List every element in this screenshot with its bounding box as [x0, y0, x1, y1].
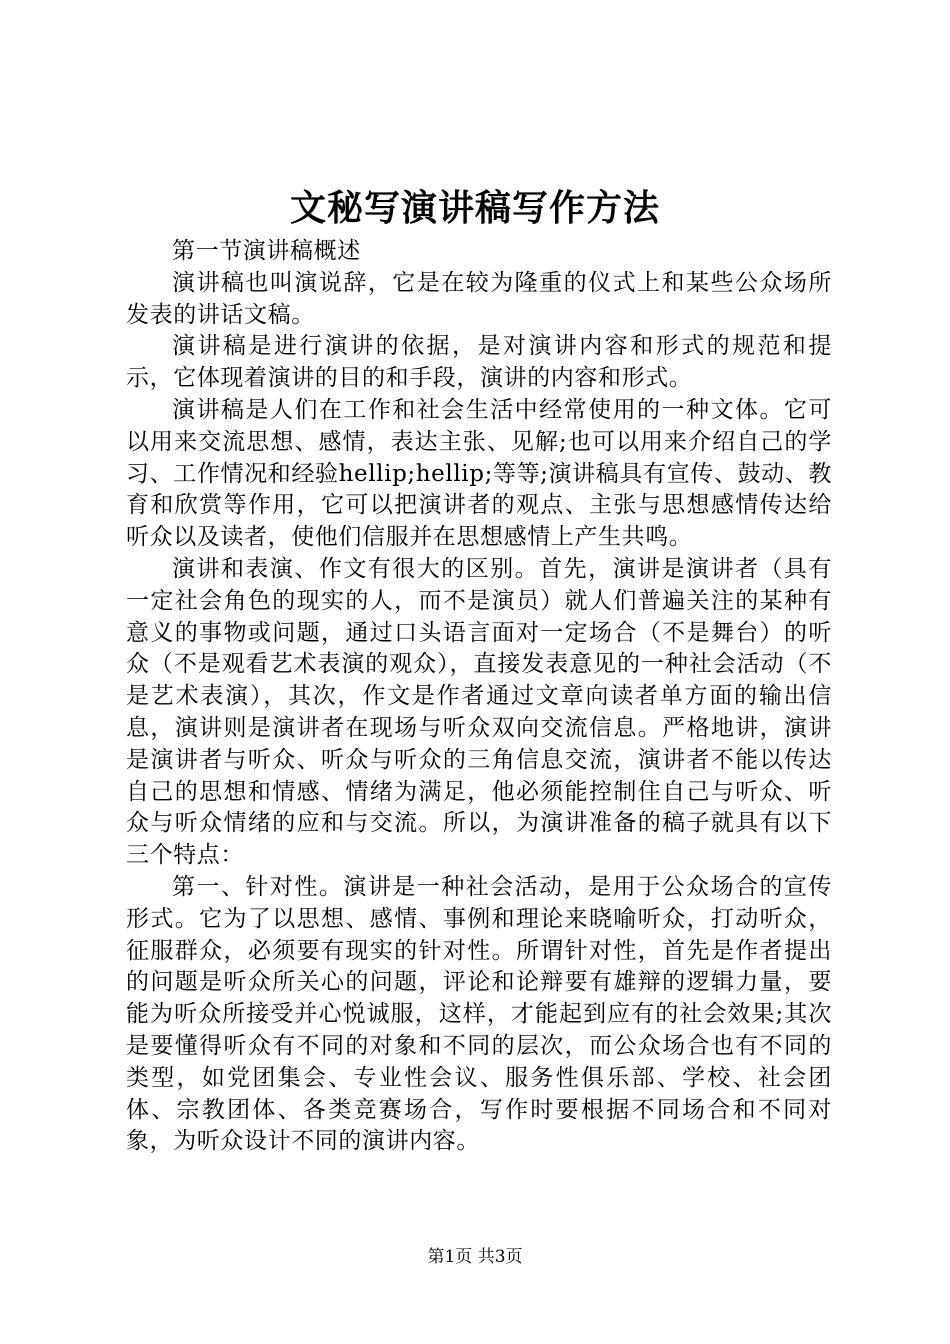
document-title: 文秘写演讲稿写作方法	[289, 187, 660, 229]
page-number-footer: 第1页 共3页	[427, 1247, 523, 1267]
paragraph: 演讲稿也叫演说辞，它是在较为隆重的仪式上和某些公众场所发表的讲话文稿。	[126, 269, 832, 328]
paragraph: 第一、针对性。演讲是一种社会活动，是用于公众场合的宣传形式。它为了以思想、感情、事例和理论来晓喻听众，打动听众，征服群众，必须要有现实的针对性。所谓针对性，首先是作者提出的问题是听众所关心的问题，评论和论辩要有雄辩的逻辑力量，要能为听众所接受并心悦诚服，这样，才能起到应有的社会效果;其次是要懂得听众有不同的对象和不同的层次，而公众场合也有不同的类型，如党团集会、专业性会议、服务性俱乐部、学校、社会团体、宗教团体、各类竞赛场合，写作时要根据不同场合和不同对象，为听众设计不同的演讲内容。	[126, 873, 832, 1155]
paragraph: 演讲和表演、作文有很大的区别。首先，演讲是演讲者（具有一定社会角色的现实的人，而不是演员）就人们普遍关注的某种有意义的事物或问题，通过口头语言面对一定场合（不是舞台）的听众（不是观看艺术表演的观众），直接发表意见的一种社会活动（不是艺术表演），其次，作文是作者通过文章向读者单方面的输出信息，演讲则是演讲者在现场与听众双向交流信息。严格地讲，演讲是演讲者与听众、听众与听众的三角信息交流，演讲者不能以传达自己的思想和情感、情绪为满足，他必须能控制住自己与听众、听众与听众情绪的应和与交流。所以，为演讲准备的稿子就具有以下三个特点：	[126, 555, 832, 869]
paragraph: 演讲稿是人们在工作和社会生活中经常使用的一种文体。它可以用来交流思想、感情，表达主张、见解;也可以用来介绍自己的学习、工作情况和经验hellip;hellip;等等;演讲稿具有宣传、鼓动、教育和欣赏等作用，它可以把演讲者的观点、主张与思想感情传达给听众以及读者，使他们信服并在思想感情上产生共鸣。	[126, 396, 832, 551]
document-body	[126, 236, 832, 1158]
paragraph: 演讲稿是进行演讲的依据，是对演讲内容和形式的规范和提示，它体现着演讲的目的和手段，演讲的内容和形式。	[126, 333, 832, 392]
paragraph-section-heading: 第一节演讲稿概述	[172, 238, 361, 264]
